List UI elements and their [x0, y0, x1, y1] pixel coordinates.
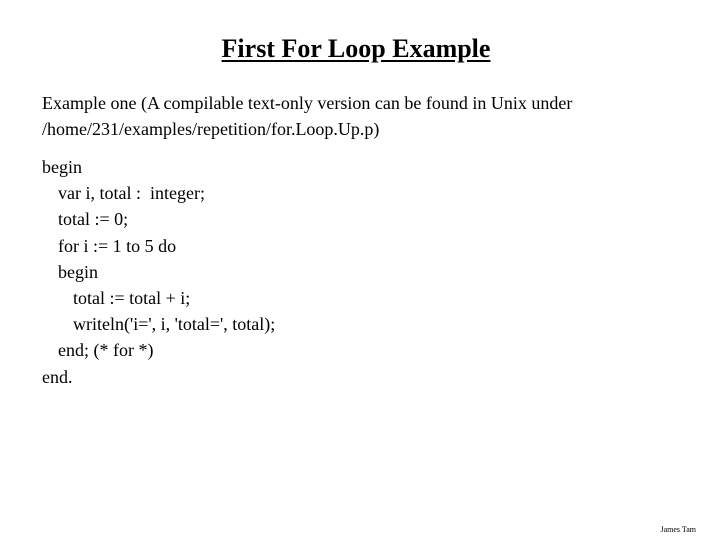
author-footer: James Tam — [660, 525, 696, 534]
code-block — [42, 154, 682, 390]
intro-paragraph — [42, 90, 702, 142]
code-line: begin — [58, 261, 98, 282]
code-line: total := total + i; — [73, 288, 191, 309]
intro-line: /home/231/examples/repetition/for.Loop.Up.p) — [42, 119, 380, 139]
code-line: begin — [42, 157, 82, 177]
intro-line: Example one (A compilable text-only version can be found in Unix under — [42, 93, 573, 113]
code-line: for i := 1 to 5 do — [58, 235, 177, 256]
code-line: total := 0; — [58, 209, 129, 230]
slide-title: First For Loop Example — [221, 34, 491, 63]
code-line: end; (* for *) — [58, 340, 154, 361]
code-line: writeln('i=', i, 'total=', total); — [73, 314, 276, 335]
code-line: end. — [42, 366, 73, 387]
code-line: var i, total : integer; — [58, 183, 205, 204]
